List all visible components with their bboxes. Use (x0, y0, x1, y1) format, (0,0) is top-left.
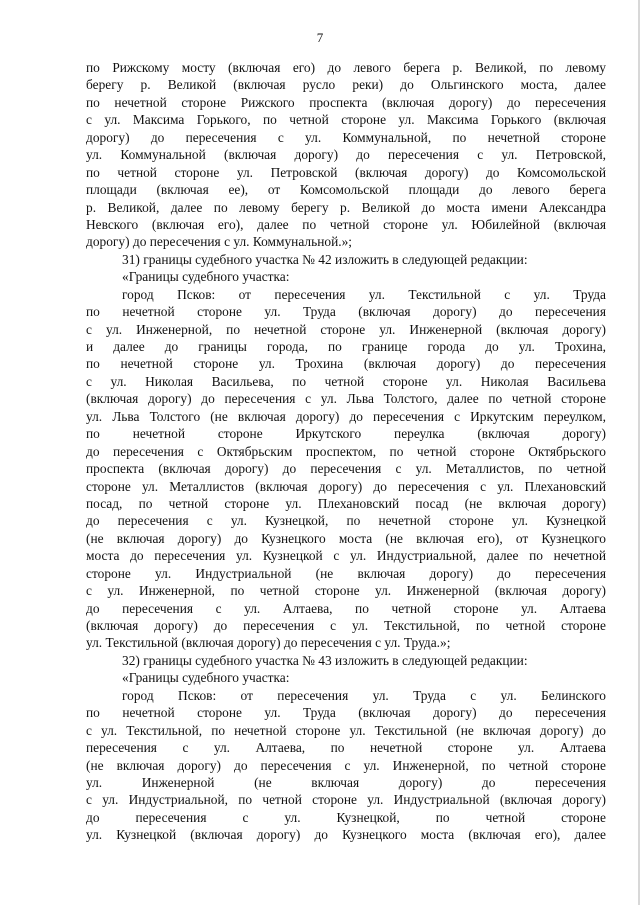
text-line: стороне ул. Индустриальной (не включая дорогу) до пересечения (86, 565, 606, 581)
text-line: с ул. Николая Васильева, по четной стороне ул. Николая Васильева (86, 373, 606, 389)
text-line: по четной стороне ул. Петровской (включая дорогу) до Комсомольской (86, 164, 606, 180)
text-line: по нечетной стороне ул. Труда (включая дорогу) до пересечения (86, 705, 606, 721)
text-line: до пересечения с ул. Кузнецкой, по четной стороне (86, 809, 606, 825)
text-line: ул. Текстильной (включая дорогу) до пересечения с ул. Труда.»; (86, 635, 451, 651)
document-body-text (86, 59, 606, 844)
text-line: с ул. Максима Горького, по четной стороне ул. Максима Горького (включая (86, 112, 606, 128)
text-line: по нечетной стороне Рижского проспекта (включая дорогу) до пересечения (86, 94, 606, 110)
text-line: Невского (включая его), далее по четной стороне ул. Юбилейной (включая (86, 216, 606, 232)
text-line: дорогу) до пересечения с ул. Коммунальной, по нечетной стороне (86, 129, 606, 145)
text-line: (не включая дорогу) до пересечения с ул. Инженерной, по четной стороне (86, 757, 606, 773)
text-line: ул. Льва Толстого (не включая дорогу) до пересечения с Иркутским переулком, (86, 408, 606, 424)
text-line: пересечения с ул. Алтаева, по нечетной стороне ул. Алтаева (86, 740, 606, 756)
text-line: город Псков: от пересечения ул. Труда с ул. Белинского (122, 687, 606, 703)
text-line: с ул. Инженерной, по нечетной стороне ул. Инженерной (включая дорогу) (86, 321, 606, 337)
text-line: до пересечения с ул. Алтаева, по четной стороне ул. Алтаева (86, 600, 606, 616)
text-line: ул. Кузнецкой (включая дорогу) до Кузнецкого моста (включая его), далее (86, 827, 606, 843)
text-line: и далее до границы города, по границе города до ул. Трохина, (86, 339, 606, 354)
text-line: «Границы судебного участка: (122, 269, 290, 285)
text-line: площади (включая ее), от Комсомольской площади до левого берега (86, 182, 606, 198)
text-line: ул. Инженерной (не включая дорогу) до пересечения (86, 774, 606, 790)
text-line: (не включая дорогу) до Кузнецкого моста (не включая его), от Кузнецкого (86, 530, 606, 546)
text-line: до пересечения с ул. Кузнецкой, по нечетной стороне ул. Кузнецкой (86, 513, 606, 529)
text-line: моста до пересечения ул. Кузнецкой с ул. Индустриальной, далее по нечетной (86, 548, 606, 564)
text-line: р. Великой, далее по левому берегу р. Великой до моста имени Александра (86, 199, 606, 215)
text-line: 31) границы судебного участка № 42 изложить в следующей редакции: (122, 251, 528, 267)
text-line: город Псков: от пересечения ул. Текстильной с ул. Труда (122, 286, 606, 302)
text-line: берегу р. Великой (включая русло реки) до Ольгинского моста, далее (86, 77, 606, 93)
text-line: по нечетной стороне ул. Трохина (включая дорогу) до пересечения (86, 356, 606, 372)
page-number: 7 (316, 30, 324, 45)
text-line: «Границы судебного участка: (122, 670, 290, 686)
text-line: ул. Коммунальной (включая дорогу) до пересечения с ул. Петровской, (86, 147, 606, 163)
text-line: с ул. Индустриальной, по четной стороне ул. Индустриальной (включая дорогу) (86, 792, 606, 808)
text-line: посад, по четной стороне ул. Плехановский посад (не включая дорогу) (86, 495, 606, 511)
text-line: проспекта (включая дорогу) до пересечения с ул. Металлистов, по четной (86, 461, 606, 477)
text-line: по нечетной стороне ул. Труда (включая дорогу) до пересечения (86, 304, 606, 320)
text-line: с ул. Текстильной, по нечетной стороне ул. Текстильной (не включая дорогу) до (86, 722, 606, 738)
text-line: по Рижскому мосту (включая его) до левого берега р. Великой, по левому (86, 60, 606, 75)
text-line: (включая дорогу) до пересечения с ул. Льва Толстого, далее по четной стороне (86, 391, 606, 407)
text-line: по нечетной стороне Иркутского переулка (включая дорогу) (86, 426, 606, 442)
text-line: с ул. Инженерной, по четной стороне ул. Инженерной (включая дорогу) (86, 583, 606, 599)
text-line: (включая дорогу) до пересечения с ул. Текстильной, по четной стороне (86, 618, 606, 633)
text-line: 32) границы судебного участка № 43 изложить в следующей редакции: (122, 652, 528, 668)
text-line: до пересечения с Октябрьским проспектом, по четной стороне Октябрьского (86, 443, 606, 459)
text-line: стороне ул. Металлистов (включая дорогу) до пересечения с ул. Плехановский (86, 478, 606, 494)
text-line: дорогу) до пересечения с ул. Коммунальной.»; (86, 234, 352, 250)
